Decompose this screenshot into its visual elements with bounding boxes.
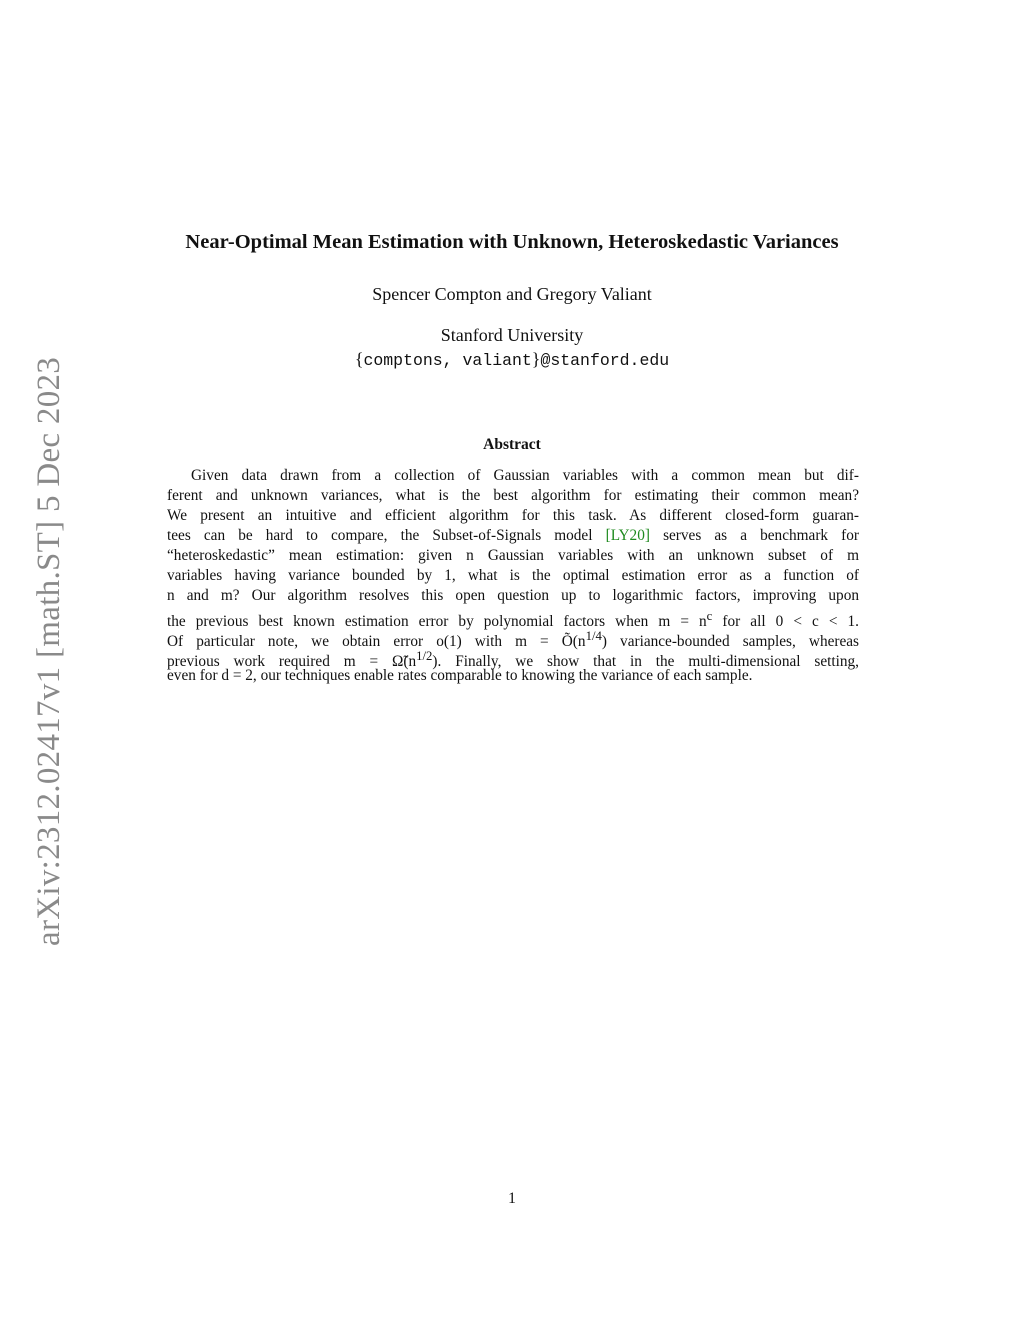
author-affiliation: Stanford University	[440, 325, 584, 345]
abstract-line: variables having variance bounded by 1, what is the optimal estimation error as a function of	[167, 567, 859, 584]
abstract-line: We present an intuitive and efficient algorithm for this task. As different closed-form guaran-	[167, 507, 859, 524]
abstract-line	[167, 526, 859, 546]
abstract-line: “heteroskedastic” mean estimation: given n Gaussian variables with an unknown subset of m	[167, 547, 859, 564]
author-emails	[100, 347, 924, 373]
math-superscript: c	[706, 609, 713, 623]
abstract-line	[167, 606, 859, 631]
paper-authors: Spencer Compton and Gregory Valiant	[372, 284, 652, 304]
paper-title: Near-Optimal Mean Estimation with Unknown, Heteroskedastic Variances	[185, 231, 839, 253]
abstract-text: for all 0 < c < 1.	[712, 613, 859, 631]
abstract-text: serves as a benchmark for	[663, 527, 859, 544]
abstract-line: even for d = 2, our techniques enable rates comparable to knowing the variance of each sample.	[167, 667, 753, 684]
citation-link-ly20[interactable]: [LY20]	[605, 527, 650, 544]
email-usernames: comptons, valiant	[363, 351, 532, 370]
abstract-text: ) variance-bounded samples, whereas	[601, 633, 860, 651]
abstract-line: Given data drawn from a collection of Gaussian variables with a common mean but dif-	[191, 467, 859, 484]
abstract-heading: Abstract	[483, 436, 541, 453]
abstract-text: Of particular note, we obtain error o(1) with m = Õ(n	[167, 633, 586, 651]
abstract-text: the previous best known estimation error by polynomial factors when m = n	[167, 613, 707, 631]
email-close-brace: }	[531, 349, 541, 369]
abstract-body	[167, 466, 859, 686]
math-superscript: 1/4	[585, 629, 602, 643]
math-superscript: 1/2	[416, 649, 433, 663]
abstract-text: previous work required m = Ω̃(n	[167, 653, 417, 671]
abstract-line	[167, 626, 860, 651]
abstract-text: ). Finally, we show that in the multi-dimensional setting,	[432, 653, 859, 671]
page-number: 1	[508, 1190, 516, 1207]
abstract-line	[167, 646, 859, 671]
email-domain: @stanford.edu	[540, 351, 670, 370]
email-open-brace: {	[354, 349, 364, 369]
abstract-text: tees can be hard to compare, the Subset-of-Signals model	[167, 527, 593, 544]
abstract-line: n and m? Our algorithm resolves this open question up to logarithmic factors, improving upon	[167, 587, 859, 604]
arxiv-identifier-stamp: arXiv:2312.02417v1 [math.ST] 5 Dec 2023	[31, 356, 67, 946]
abstract-line: ferent and unknown variances, what is the best algorithm for estimating their common mean?	[167, 487, 859, 504]
